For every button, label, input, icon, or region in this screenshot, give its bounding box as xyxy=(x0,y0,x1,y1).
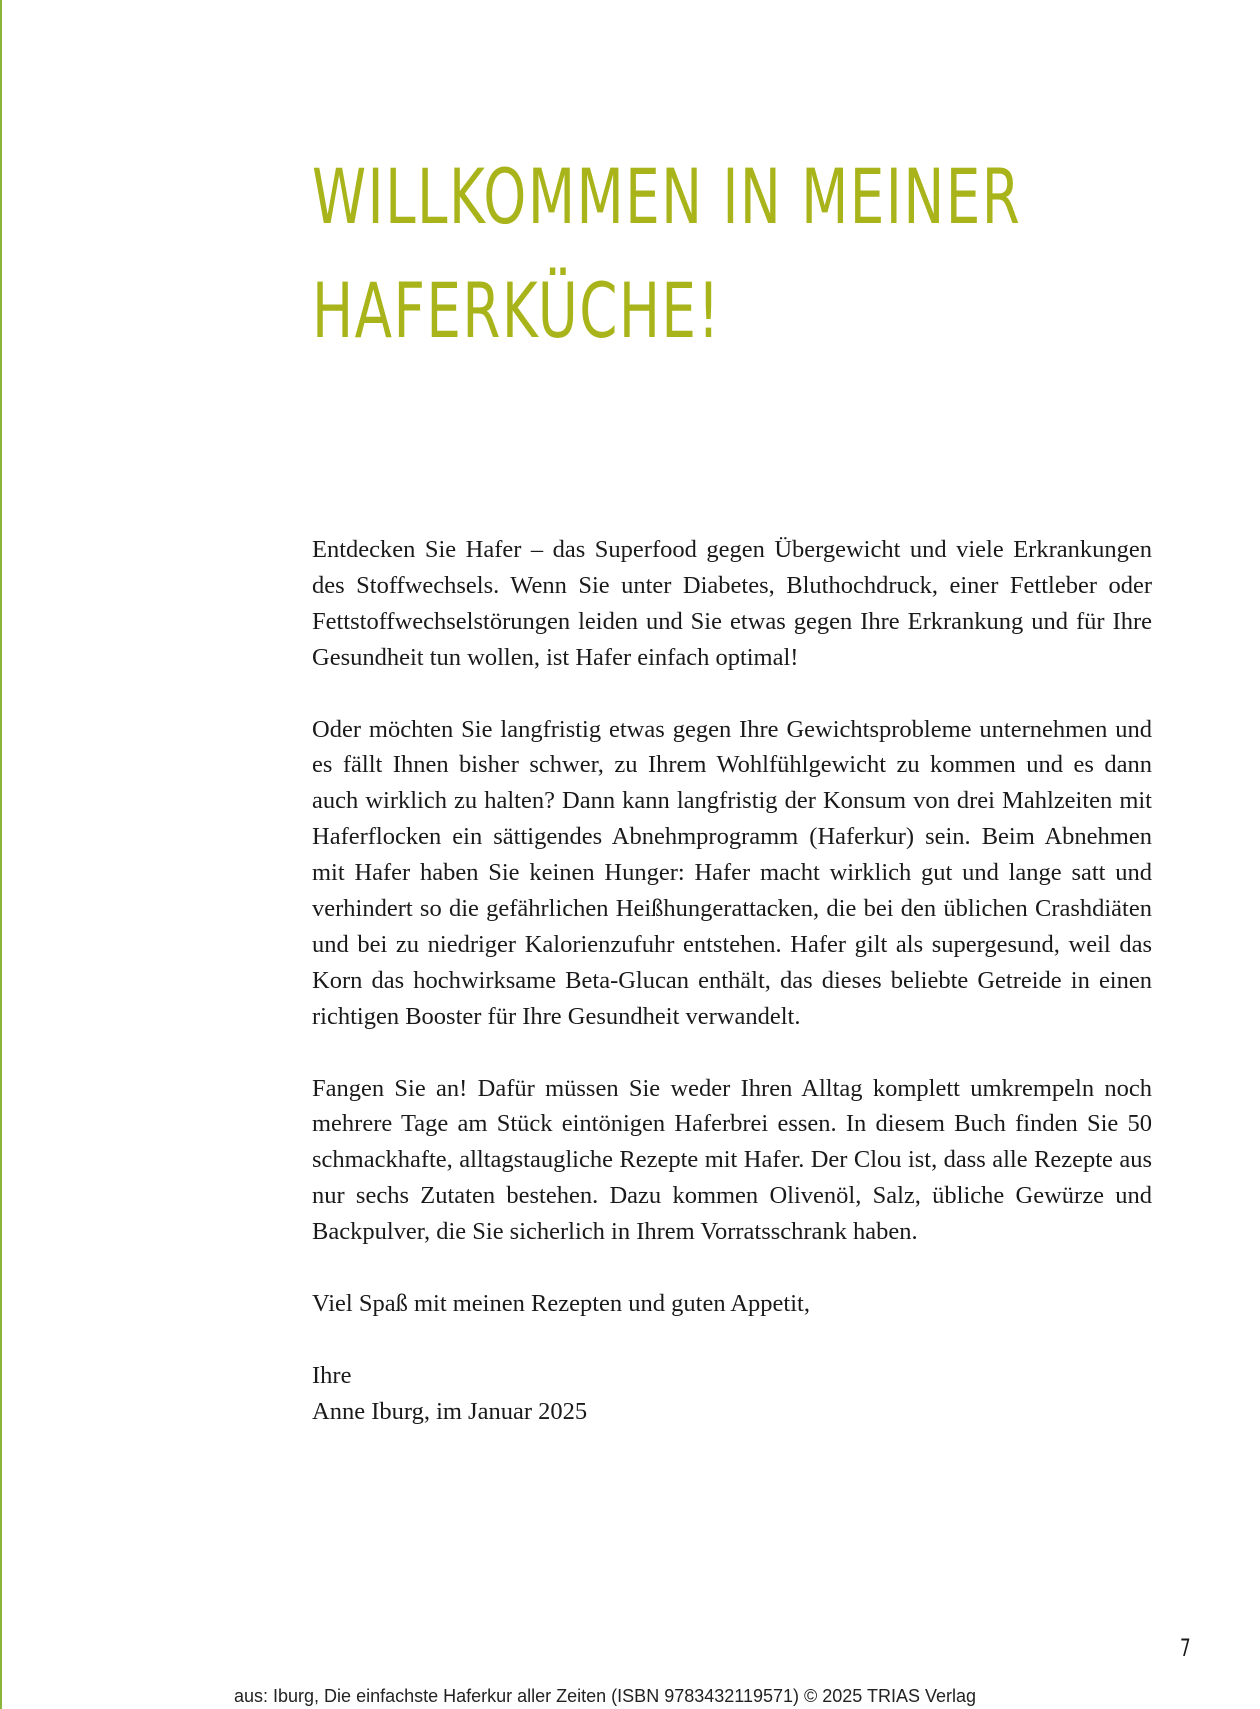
signoff-greeting: Ihre xyxy=(312,1361,352,1389)
paragraph-2: Oder möchten Sie langfristig etwas gegen Ihre Gewichtsprobleme unternehmen und es fällt Ihnen bisher schwer, zu Ihrem Wohlfühlgewicht zu kommen und es dann auch wirklich zu halten? Dann kann langfristig der Konsum von drei Mahlzeiten mit Haferflocken ein sättigendes Abnehmprogramm (Haferkur) sein. Beim Abnehmen mit Hafer haben Sie keinen Hunger: Hafer macht wirklich gut und lange satt und verhindert so die gefährlichen Heißhungerattacken, die bei den üblichen Crashdiäten und bei zu niedriger Kalorienzufuhr entstehen. Hafer gilt als supergesund, weil das Korn das hochwirksame Beta-Glucan enthält, das dieses beliebte Getreide in einen richtigen Booster für Ihre Gesundheit verwandelt. xyxy=(312,715,1152,1030)
closing-line: Viel Spaß mit meinen Rezepten und guten Appetit, xyxy=(312,1289,810,1317)
title-line-1: WILLKOMMEN IN MEINER xyxy=(312,152,1022,241)
signoff xyxy=(312,1358,1152,1430)
body-text xyxy=(312,532,1152,1465)
page-title xyxy=(312,140,1022,368)
paragraph-1: Entdecken Sie Hafer – das Superfood gegen Übergewicht und viele Erkrankungen des Stoffwechsels. Wenn Sie unter Diabetes, Bluthochdruck, einer Fettleber oder Fettstoffwechselstörungen leiden und Sie etwas gegen Ihre Erkrankung und für Ihre Gesundheit tun wollen, ist Hafer einfach optimal! xyxy=(312,536,1152,671)
footer-credit: aus: Iburg, Die einfachste Haferkur aller Zeiten (ISBN 9783432119571) © 2025 TRIAS Verlag xyxy=(234,1686,977,1706)
paragraph-3: Fangen Sie an! Dafür müssen Sie weder Ihren Alltag komplett umkrempeln noch mehrere Tage am Stück eintönigen Haferbrei essen. In diesem Buch finden Sie 50 schmackhafte, alltagstaugliche Rezepte mit Hafer. Der Clou ist, dass alle Rezepte aus nur sechs Zutaten bestehen. Dazu kommen Olivenöl, Salz, übliche Gewürze und Backpulver, die Sie sicherlich in Ihrem Vorratsschrank haben. xyxy=(312,1074,1152,1246)
title-line-2: HAFERKÜCHE! xyxy=(312,266,721,355)
page-edge-line xyxy=(0,0,2,1709)
signoff-author-date: Anne Iburg, im Januar 2025 xyxy=(312,1397,588,1425)
page-number: 7 xyxy=(1180,1634,1191,1662)
